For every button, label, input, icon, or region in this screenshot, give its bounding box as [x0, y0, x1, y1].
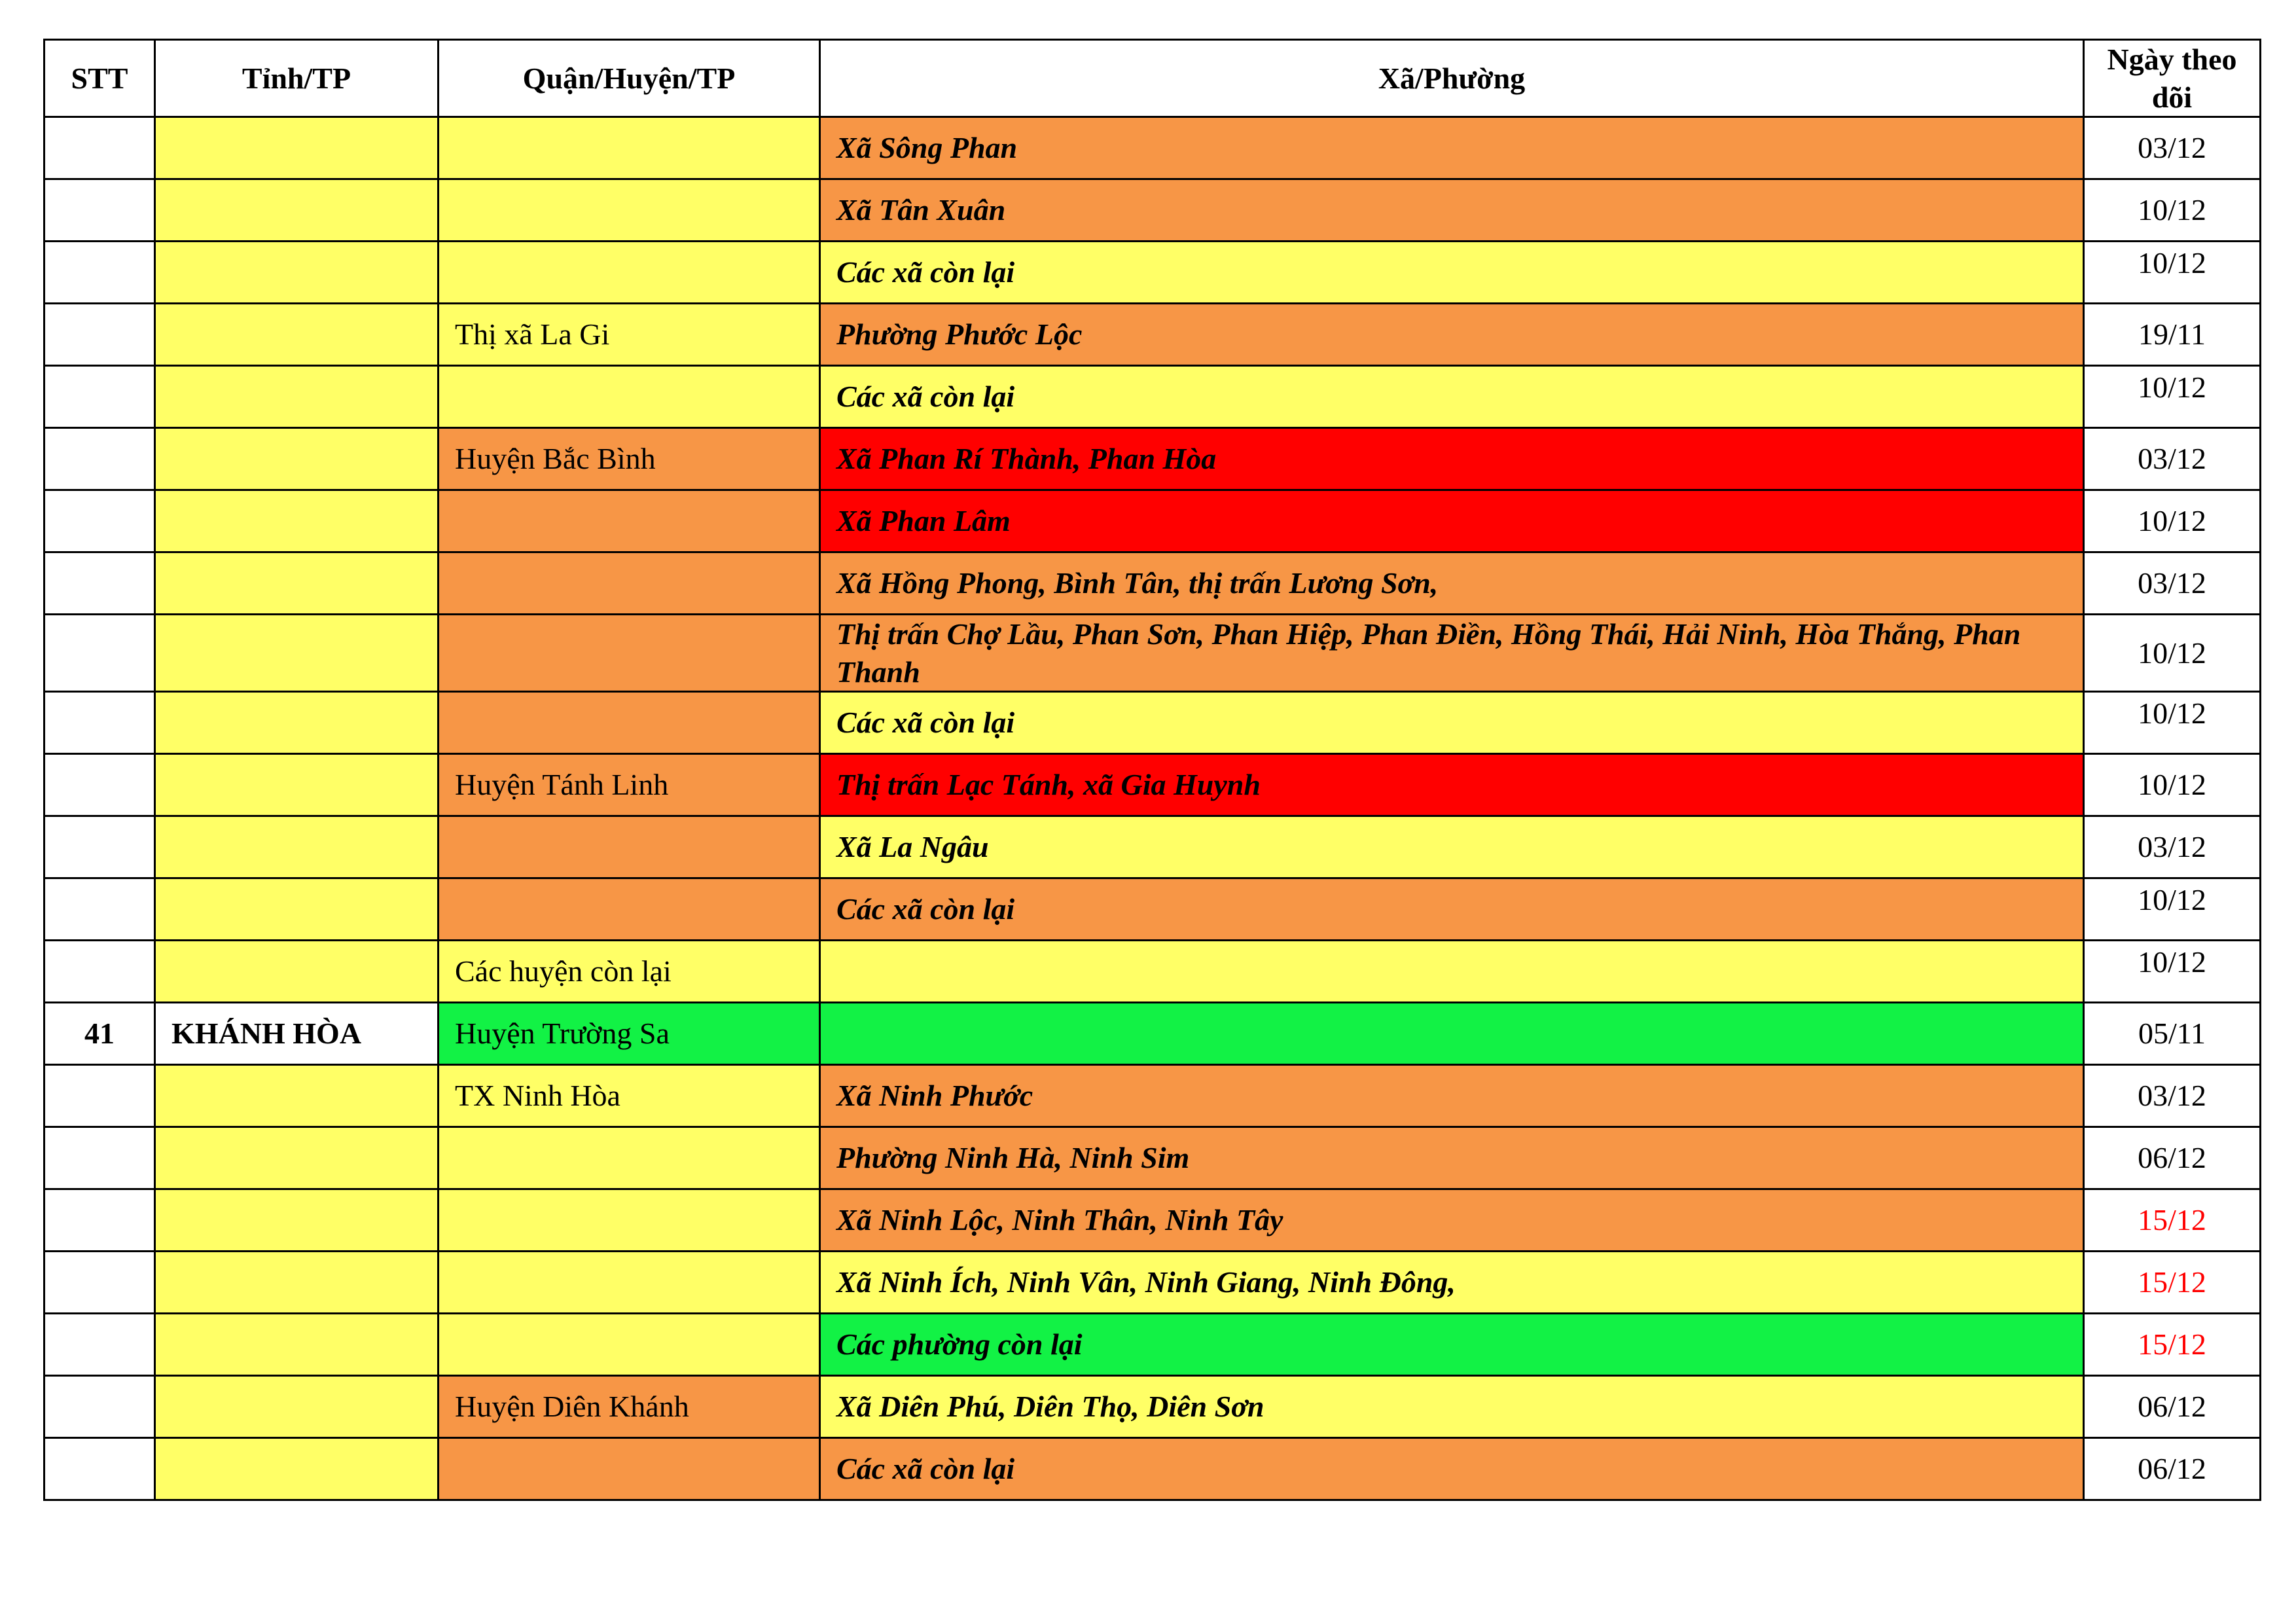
district-cell [439, 1127, 820, 1189]
date-text: 10/12 [2138, 883, 2206, 917]
commune-cell: Xã Phan Lâm [820, 490, 2084, 552]
province-cell [155, 692, 439, 754]
district-cell [439, 615, 820, 692]
commune-cell: Xã Ninh Ích, Ninh Vân, Ninh Giang, Ninh Đông, [820, 1252, 2084, 1314]
province-cell: KHÁNH HÒA [155, 1003, 439, 1065]
commune-cell: Xã La Ngâu [820, 816, 2084, 878]
commune-cell: Các xã còn lại [820, 692, 2084, 754]
province-cell [155, 428, 439, 490]
stt-cell [45, 179, 155, 242]
date-text: 05/11 [2138, 1017, 2206, 1051]
district-cell [439, 878, 820, 941]
commune-cell: Xã Sông Phan [820, 117, 2084, 179]
commune-cell: Các xã còn lại [820, 366, 2084, 428]
date-text: 10/12 [2138, 696, 2206, 731]
date-cell [2084, 490, 2261, 552]
district-cell [439, 490, 820, 552]
table-row [45, 366, 2261, 428]
province-cell [155, 754, 439, 816]
table-row [45, 304, 2261, 366]
date-text: 10/12 [2138, 193, 2206, 227]
stt-cell [45, 941, 155, 1003]
province-cell [155, 941, 439, 1003]
date-cell [2084, 941, 2261, 1003]
date-text: 03/12 [2138, 566, 2206, 600]
table-row [45, 1252, 2261, 1314]
date-cell [2084, 1127, 2261, 1189]
district-cell [439, 179, 820, 242]
district-cell [439, 692, 820, 754]
commune-cell [820, 941, 2084, 1003]
province-cell [155, 1252, 439, 1314]
table-row [45, 1127, 2261, 1189]
district-cell [439, 816, 820, 878]
commune-cell: Phường Phước Lộc [820, 304, 2084, 366]
date-text: 15/12 [2138, 1203, 2206, 1237]
date-text: 06/12 [2138, 1141, 2206, 1175]
table-row [45, 941, 2261, 1003]
stt-cell [45, 117, 155, 179]
date-text: 10/12 [2138, 945, 2206, 979]
date-cell [2084, 304, 2261, 366]
table-row [45, 754, 2261, 816]
district-cell [439, 117, 820, 179]
table-row [45, 179, 2261, 242]
header-row [45, 40, 2261, 117]
table-row [45, 552, 2261, 615]
header-commune: Xã/Phường [820, 40, 2084, 117]
commune-cell: Xã Ninh Lộc, Ninh Thân, Ninh Tây [820, 1189, 2084, 1252]
date-text: 10/12 [2138, 768, 2206, 802]
date-cell [2084, 754, 2261, 816]
province-cell [155, 878, 439, 941]
commune-cell: Các xã còn lại [820, 878, 2084, 941]
date-cell [2084, 692, 2261, 754]
district-cell [439, 1438, 820, 1500]
province-cell [155, 1376, 439, 1438]
district-cell: Huyện Trường Sa [439, 1003, 820, 1065]
province-cell [155, 1189, 439, 1252]
stt-cell [45, 242, 155, 304]
province-cell [155, 816, 439, 878]
stt-cell [45, 878, 155, 941]
date-cell [2084, 366, 2261, 428]
table-row [45, 490, 2261, 552]
district-cell [439, 242, 820, 304]
district-cell [439, 552, 820, 615]
province-cell [155, 552, 439, 615]
commune-cell: Xã Phan Rí Thành, Phan Hòa [820, 428, 2084, 490]
commune-cell: Xã Ninh Phước [820, 1065, 2084, 1127]
district-cell [439, 1189, 820, 1252]
stt-cell [45, 428, 155, 490]
table-row [45, 816, 2261, 878]
province-cell [155, 490, 439, 552]
header-date: Ngày theo dõi [2084, 40, 2261, 117]
stt-cell [45, 552, 155, 615]
header-stt: STT [45, 40, 155, 117]
commune-cell: Các phường còn lại [820, 1314, 2084, 1376]
commune-cell: Phường Ninh Hà, Ninh Sim [820, 1127, 2084, 1189]
date-cell [2084, 816, 2261, 878]
date-cell [2084, 878, 2261, 941]
date-cell [2084, 552, 2261, 615]
stt-cell [45, 366, 155, 428]
date-text: 10/12 [2138, 636, 2206, 670]
district-cell: TX Ninh Hòa [439, 1065, 820, 1127]
date-text: 03/12 [2138, 1079, 2206, 1113]
date-text: 06/12 [2138, 1390, 2206, 1424]
date-cell [2084, 1252, 2261, 1314]
province-cell [155, 179, 439, 242]
province-cell [155, 1065, 439, 1127]
stt-cell: 41 [45, 1003, 155, 1065]
date-cell [2084, 1314, 2261, 1376]
commune-cell [820, 1003, 2084, 1065]
table-row [45, 117, 2261, 179]
district-cell: Các huyện còn lại [439, 941, 820, 1003]
stt-cell [45, 1127, 155, 1189]
stt-cell [45, 1252, 155, 1314]
table-body [45, 117, 2261, 1500]
commune-cell: Thị trấn Lạc Tánh, xã Gia Huynh [820, 754, 2084, 816]
date-text: 06/12 [2138, 1452, 2206, 1486]
commune-cell: Xã Diên Phú, Diên Thọ, Diên Sơn [820, 1376, 2084, 1438]
table-row [45, 242, 2261, 304]
province-cell [155, 1127, 439, 1189]
province-cell [155, 1314, 439, 1376]
date-cell [2084, 117, 2261, 179]
date-text: 10/12 [2138, 246, 2206, 280]
stt-cell [45, 816, 155, 878]
table-row [45, 878, 2261, 941]
date-cell [2084, 1065, 2261, 1127]
date-cell [2084, 242, 2261, 304]
province-cell [155, 117, 439, 179]
district-cell [439, 366, 820, 428]
header-province: Tỉnh/TP [155, 40, 439, 117]
table-row [45, 1189, 2261, 1252]
district-cell: Thị xã La Gi [439, 304, 820, 366]
province-cell [155, 304, 439, 366]
date-text: 03/12 [2138, 131, 2206, 165]
stt-cell [45, 1065, 155, 1127]
province-cell [155, 1438, 439, 1500]
tracking-table [43, 39, 2261, 1501]
date-text: 10/12 [2138, 504, 2206, 538]
date-text: 03/12 [2138, 442, 2206, 476]
commune-cell: Các xã còn lại [820, 242, 2084, 304]
table-row [45, 428, 2261, 490]
district-cell: Huyện Diên Khánh [439, 1376, 820, 1438]
table-row [45, 1003, 2261, 1065]
table-row [45, 1376, 2261, 1438]
date-cell [2084, 1189, 2261, 1252]
stt-cell [45, 490, 155, 552]
date-cell [2084, 615, 2261, 692]
province-cell [155, 615, 439, 692]
date-text: 03/12 [2138, 830, 2206, 864]
district-cell [439, 1314, 820, 1376]
stt-cell [45, 692, 155, 754]
date-text: 15/12 [2138, 1327, 2206, 1362]
date-text: 19/11 [2138, 317, 2206, 352]
province-cell [155, 366, 439, 428]
table-row [45, 1065, 2261, 1127]
date-text: 15/12 [2138, 1265, 2206, 1299]
commune-cell: Các xã còn lại [820, 1438, 2084, 1500]
date-cell [2084, 428, 2261, 490]
commune-cell: Xã Hồng Phong, Bình Tân, thị trấn Lương Sơn, [820, 552, 2084, 615]
header-district: Quận/Huyện/TP [439, 40, 820, 117]
stt-cell [45, 1376, 155, 1438]
province-cell [155, 242, 439, 304]
commune-cell: Thị trấn Chợ Lầu, Phan Sơn, Phan Hiệp, Phan Điền, Hồng Thái, Hải Ninh, Hòa Thắng, Phan Thanh [820, 615, 2084, 692]
date-text: 10/12 [2138, 370, 2206, 405]
district-cell [439, 1252, 820, 1314]
stt-cell [45, 615, 155, 692]
date-cell [2084, 1438, 2261, 1500]
table-row [45, 1314, 2261, 1376]
district-cell: Huyện Bắc Bình [439, 428, 820, 490]
table-row [45, 1438, 2261, 1500]
stt-cell [45, 1314, 155, 1376]
table-row [45, 692, 2261, 754]
district-cell: Huyện Tánh Linh [439, 754, 820, 816]
stt-cell [45, 1189, 155, 1252]
table-row [45, 615, 2261, 692]
commune-cell: Xã Tân Xuân [820, 179, 2084, 242]
date-cell [2084, 179, 2261, 242]
date-cell [2084, 1003, 2261, 1065]
stt-cell [45, 1438, 155, 1500]
stt-cell [45, 304, 155, 366]
stt-cell [45, 754, 155, 816]
date-cell [2084, 1376, 2261, 1438]
